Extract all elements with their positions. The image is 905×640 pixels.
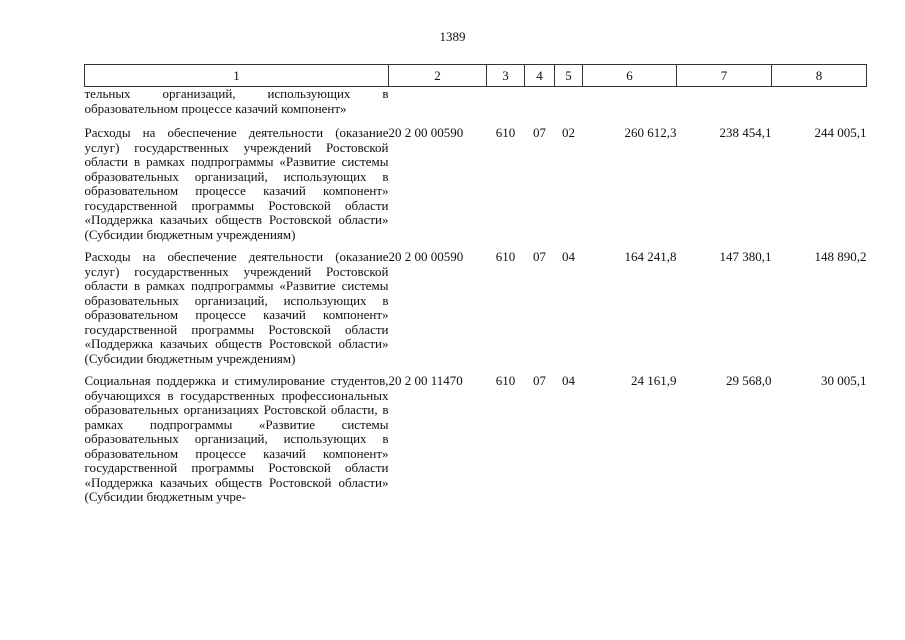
row-target-code: 20 2 00 00590 (388, 249, 464, 264)
row-section: 07 (533, 249, 546, 264)
row-subsection: 04 (562, 373, 575, 388)
row-subsection: 04 (562, 249, 575, 264)
row-subsection: 02 (562, 125, 575, 140)
row-amount-2: 29 568,0 (726, 373, 772, 388)
page-number: 1389 (439, 29, 466, 44)
column-header-5: 5 (555, 65, 583, 87)
row-expense-type: 610 (495, 249, 516, 264)
column-header-8: 8 (772, 65, 867, 87)
column-header-2: 2 (389, 65, 487, 87)
row-section: 07 (533, 125, 546, 140)
row-amount-2: 147 380,1 (719, 249, 772, 264)
row-amount-1: 164 241,8 (624, 249, 677, 264)
continuation-row (85, 87, 867, 125)
column-header-3: 3 (487, 65, 525, 87)
table-body (85, 87, 867, 511)
row-description: Социальная поддержка и стимулирование студентов, обучающихся в государственных профессиональных образовательных организациях Ростовской области, в рамках подпрограммы «Развитие системы образовательных организаций, использующих в образовательном процессе казачий компонент» государственной программы Ростовской области «Поддержка казачьих обществ Ростовской области» (Субсидии бюджетным учре- (84, 373, 389, 504)
table-row (85, 372, 867, 511)
continuation-text: тельных организаций, использующих в образовательном процессе казачий компонент» (84, 86, 389, 116)
row-amount-1: 260 612,3 (624, 125, 677, 140)
row-target-code: 20 2 00 00590 (388, 125, 464, 140)
row-expense-type: 610 (495, 373, 516, 388)
row-amount-1: 24 161,9 (631, 373, 677, 388)
row-amount-3: 244 005,1 (814, 125, 867, 140)
row-target-code: 20 2 00 11470 (388, 373, 463, 388)
header-row (85, 65, 867, 87)
column-header-4: 4 (525, 65, 555, 87)
row-section: 07 (533, 373, 546, 388)
column-header-7: 7 (677, 65, 772, 87)
table-row (85, 124, 867, 248)
continuation-empty-cells (389, 87, 867, 125)
column-header-6: 6 (583, 65, 677, 87)
table-row (85, 248, 867, 372)
budget-table (84, 64, 867, 511)
row-expense-type: 610 (495, 125, 516, 140)
row-amount-2: 238 454,1 (719, 125, 772, 140)
table-header (85, 65, 867, 87)
row-description: Расходы на обеспечение деятельности (оказание услуг) государственных учреждений Ростовской области в рамках подпрограммы «Развитие системы образовательных организаций, использующих в образовательном процессе казачий компонент» государственной программы Ростовской области «Поддержка казачьих обществ Ростовской области» (Субсидии бюджетным учреждениям) (84, 249, 389, 366)
row-amount-3: 30 005,1 (821, 373, 867, 388)
row-description: Расходы на обеспечение деятельности (оказание услуг) государственных учреждений Ростовской области в рамках подпрограммы «Развитие системы образовательных организаций, использующих в образовательном процессе казачий компонент» государственной программы Ростовской области «Поддержка казачьих обществ Ростовской области» (Субсидии бюджетным учреждениям) (84, 125, 389, 242)
column-header-1: 1 (85, 65, 389, 87)
row-amount-3: 148 890,2 (814, 249, 867, 264)
